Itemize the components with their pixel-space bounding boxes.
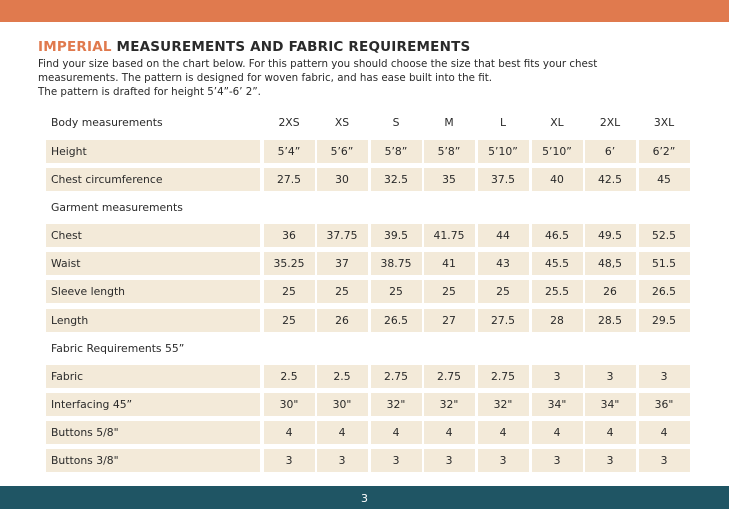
table-cell: 27.5	[478, 309, 529, 332]
table-cell: 41.75	[424, 224, 475, 247]
table-cell: 3	[424, 449, 475, 472]
table-cell: 2.75	[424, 365, 475, 388]
table-cell: 4	[639, 421, 690, 444]
table-cell: 6’2”	[639, 140, 690, 163]
table-cell: 30"	[264, 393, 315, 416]
table-cell: 5’6”	[317, 140, 368, 163]
table-cell: 3	[585, 449, 636, 472]
table-cell: 35	[424, 168, 475, 191]
table-cell: 32.5	[371, 168, 422, 191]
table-cell: 39.5	[371, 224, 422, 247]
table-cell: 26.5	[371, 309, 422, 332]
table-cell: 4	[264, 421, 315, 444]
table-cell: 3	[585, 365, 636, 388]
table-cell: 30	[317, 168, 368, 191]
table-cell: 25	[317, 280, 368, 303]
table-cell: 25	[478, 280, 529, 303]
table-cell: 26	[317, 309, 368, 332]
table-cell: 4	[478, 421, 529, 444]
table-cell: 30"	[317, 393, 368, 416]
intro-line: measurements. The pattern is designed for woven fabric, and has ease built into the fit.	[38, 72, 493, 84]
table-cell: 4	[424, 421, 475, 444]
table-cell: 44	[478, 224, 529, 247]
row-label: Waist	[46, 252, 260, 275]
table-cell: 25	[371, 280, 422, 303]
title-rest: MEASUREMENTS AND FABRIC REQUIREMENTS	[111, 39, 471, 55]
size-column-header: 2XL	[599, 116, 621, 129]
intro-text	[38, 57, 638, 99]
table-cell: 3	[371, 449, 422, 472]
table-cell: 26	[585, 280, 636, 303]
size-column-header: M	[444, 116, 454, 129]
page-number: 3	[361, 492, 368, 505]
row-label: Garment measurements	[51, 201, 183, 214]
table-cell: 5’8”	[424, 140, 475, 163]
table-cell: 4	[532, 421, 583, 444]
table-cell: 2.75	[371, 365, 422, 388]
table-cell: 2.5	[264, 365, 315, 388]
table-cell: 34"	[532, 393, 583, 416]
table-cell: 28	[532, 309, 583, 332]
table-cell: 43	[478, 252, 529, 275]
row-label: Fabric Requirements 55”	[51, 342, 185, 355]
row-label: Sleeve length	[46, 280, 260, 303]
table-cell: 5’10”	[532, 140, 583, 163]
table-cell: 2.5	[317, 365, 368, 388]
table-cell: 46.5	[532, 224, 583, 247]
table-cell: 25	[424, 280, 475, 303]
table-cell: 3	[478, 449, 529, 472]
row-label: Chest circumference	[46, 168, 260, 191]
table-cell: 41	[424, 252, 475, 275]
table-cell: 37.75	[317, 224, 368, 247]
table-cell: 37.5	[478, 168, 529, 191]
table-cell: 51.5	[639, 252, 690, 275]
table-cell: 32"	[478, 393, 529, 416]
table-cell: 25	[264, 309, 315, 332]
table-cell: 2.75	[478, 365, 529, 388]
title-accent: IMPERIAL	[38, 39, 112, 55]
table-cell: 27	[424, 309, 475, 332]
table-cell: 35.25	[264, 252, 315, 275]
row-label: Buttons 3/8"	[46, 449, 260, 472]
table-cell: 26.5	[639, 280, 690, 303]
table-cell: 28.5	[585, 309, 636, 332]
row-label: Chest	[46, 224, 260, 247]
table-cell: 38.75	[371, 252, 422, 275]
row-label: Body measurements	[51, 116, 163, 129]
table-cell: 29.5	[639, 309, 690, 332]
table-cell: 4	[371, 421, 422, 444]
table-cell: 3	[532, 449, 583, 472]
row-label: Interfacing 45”	[46, 393, 260, 416]
size-column-header: 2XS	[278, 116, 300, 129]
table-cell: 5’4”	[264, 140, 315, 163]
size-column-header: 3XL	[653, 116, 675, 129]
table-cell: 49.5	[585, 224, 636, 247]
table-cell: 4	[317, 421, 368, 444]
table-cell: 5’8”	[371, 140, 422, 163]
size-column-header: XS	[334, 116, 350, 129]
row-label: Buttons 5/8"	[46, 421, 260, 444]
footer-bar	[0, 486, 729, 509]
table-cell: 36"	[639, 393, 690, 416]
table-cell: 25.5	[532, 280, 583, 303]
table-cell: 40	[532, 168, 583, 191]
table-cell: 36	[264, 224, 315, 247]
table-cell: 42.5	[585, 168, 636, 191]
table-cell: 5’10”	[478, 140, 529, 163]
table-cell: 45	[639, 168, 690, 191]
table-cell: 52.5	[639, 224, 690, 247]
size-column-header: L	[499, 116, 506, 129]
table-cell: 27.5	[264, 168, 315, 191]
table-cell: 3	[639, 365, 690, 388]
table-cell: 34"	[585, 393, 636, 416]
top-accent-bar	[0, 0, 729, 22]
size-column-header: S	[392, 116, 400, 129]
table-cell: 3	[317, 449, 368, 472]
intro-line: The pattern is drafted for height 5’4”-6’ 2”.	[38, 86, 261, 98]
table-cell: 4	[585, 421, 636, 444]
row-label: Height	[46, 140, 260, 163]
row-label: Fabric	[46, 365, 260, 388]
page-title	[38, 39, 470, 55]
table-cell: 32"	[371, 393, 422, 416]
size-column-header: XL	[550, 116, 564, 129]
table-cell: 32"	[424, 393, 475, 416]
table-cell: 45.5	[532, 252, 583, 275]
row-label: Length	[46, 309, 260, 332]
table-cell: 3	[532, 365, 583, 388]
table-cell: 25	[264, 280, 315, 303]
table-cell: 48,5	[585, 252, 636, 275]
table-cell: 3	[264, 449, 315, 472]
table-cell: 6’	[585, 140, 636, 163]
table-cell: 3	[639, 449, 690, 472]
table-cell: 37	[317, 252, 368, 275]
intro-line: Find your size based on the chart below. For this pattern you should choose the size that best fits your chest	[38, 58, 598, 70]
